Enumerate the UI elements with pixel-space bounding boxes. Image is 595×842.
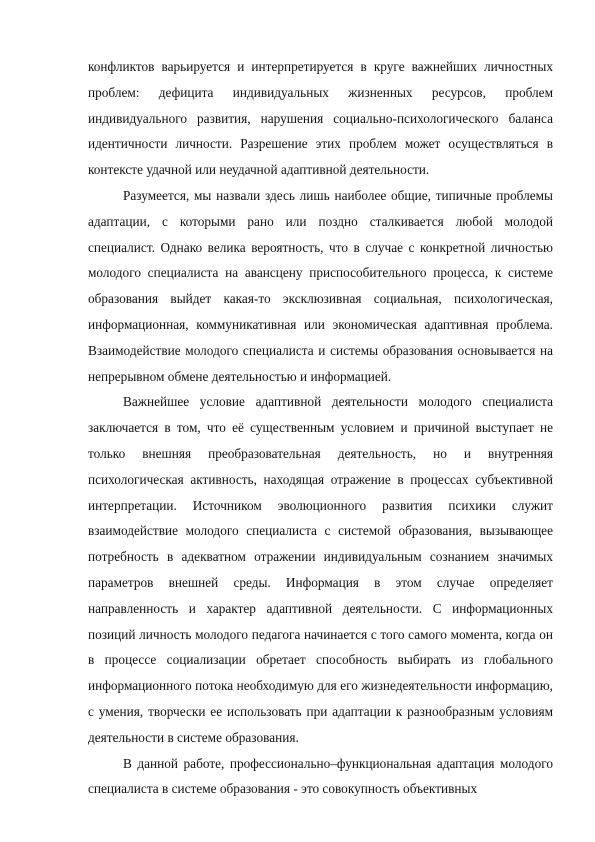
paragraph-2: Разумеется, мы назвали здесь лишь наиболее общие, типичные проблемы адаптации, с которыми рано или поздно сталкивается любой молодой специалист. Однако велика вероятность, что в случае с конкретной личностью молодого специалиста на авансцену приспособительного процесса, к системе образования выйдет какая-то эксклюзивная социальная, психологическая, информационная, коммуникативная или экономическая адаптивная проблема. Взаимодействие молодого специалиста и системы образования основывается на непрерывном обмене деятельностью и информацией. (88, 187, 553, 384)
paragraph-4: В данной работе, профессионально–функциональная адаптация молодого специалиста в системе образования - это совокупность объективных (88, 755, 553, 797)
paragraph-1: конфликтов варьируется и интерпретируется в круге важнейших личностных проблем: дефицита индивидуальных жизненных ресурсов, проблем индивидуального развития, нарушения социально-психологического баланса идентичности личности. Разрешение этих проблем может осуществляться в контексте удачной или неудачной адаптивной деятельности. (88, 59, 553, 178)
body-text (88, 54, 553, 802)
paragraph-3: Важнейшее условие адаптивной деятельности молодого специалиста заключается в том, что её существенным условием и причиной выступает не только внешняя преобразовательная деятельность, но и внутренняя психологическая активность, находящая отражение в процессах субъективной интерпретации. Источником эволюционного развития психики служит взаимодействие молодого специалиста с системой образования, вызывающее потребность в адекватном отражении индивидуальным сознанием значимых параметров внешней среды. Информация в этом случае определяет направленность и характер адаптивной деятельности. С информационных позиций личность молодого педагога начинается с того самого момента, когда он в процессе социализации обретает способность выбирать из глобального информационного потока необходимую для его жизнедеятельности информацию, с умения, творчески ее использовать при адаптации к разнообразным условиям деятельности в системе образования. (88, 394, 553, 745)
